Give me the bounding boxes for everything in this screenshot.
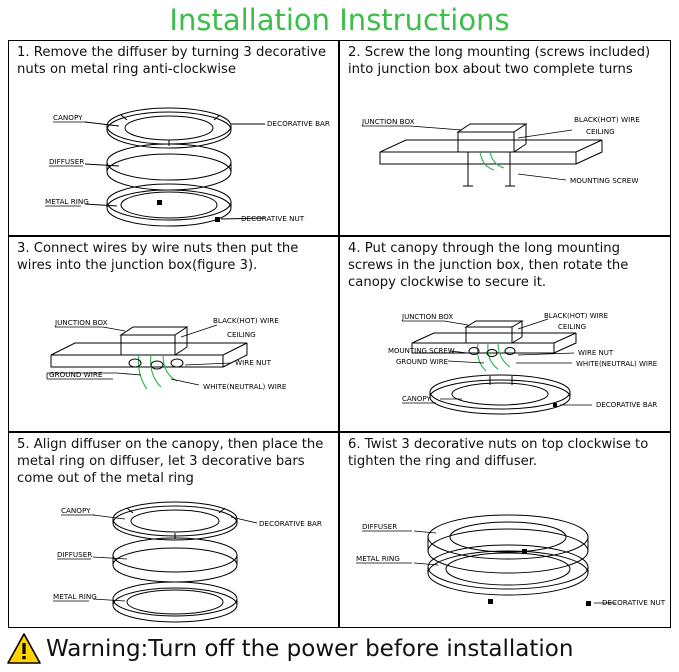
step-5-diagram <box>9 499 338 627</box>
label-black-hot-wire: BLACK(HOT) WIRE <box>544 313 609 320</box>
label-decorative-bar: DECORATIVE BAR <box>596 401 658 409</box>
label-ceiling: CEILING <box>558 323 586 331</box>
label-ceiling: CEILING <box>227 330 256 339</box>
step-2-cell <box>339 40 671 236</box>
label-junction-box: JUNCTION BOX <box>55 318 108 327</box>
step-2-text: 2. Screw the long mounting (screws included) into junction box about two complete turns <box>348 45 651 77</box>
label-mounting-screw: MOUNTING SCREW <box>388 347 455 355</box>
page-title: Installation Instructions <box>169 3 510 37</box>
step-3-diagram <box>9 297 338 431</box>
label-mounting-screw: MOUNTING SCREW <box>570 176 639 185</box>
steps-grid <box>8 40 671 628</box>
step-3-text: 3. Connect wires by wire nuts then put the wires into the junction box(figure 3). <box>17 241 299 273</box>
label-metal-ring: METAL RING <box>45 197 89 206</box>
step-1-diagram <box>9 90 338 235</box>
step-4-diagram <box>340 313 670 431</box>
label-metal-ring: METAL RING <box>356 554 400 563</box>
label-decorative-nut: DECORATIVE NUT <box>602 598 666 607</box>
label-wire-nut: WIRE NUT <box>235 358 272 367</box>
label-black-hot-wire: BLACK(HOT) WIRE <box>213 316 279 325</box>
step-3-cell <box>8 236 339 432</box>
warning-banner <box>0 630 679 672</box>
label-ground-wire: GROUND WIRE <box>396 358 449 366</box>
label-white-neutral-wire: WHITE(NEUTRAL) WIRE <box>576 360 658 368</box>
step-4-text: 4. Put canopy through the long mounting screws in the junction box, then rotate the canopy clockwise to secure it. <box>348 241 629 290</box>
label-canopy: CANOPY <box>402 395 431 403</box>
step-2-diagram <box>340 90 670 235</box>
warning-text: Warning:Turn off the power before installation <box>46 636 574 662</box>
label-decorative-bar: DECORATIVE BAR <box>259 519 322 528</box>
label-white-neutral-wire: WHITE(NEUTRAL) WIRE <box>203 382 287 391</box>
label-decorative-bar: DECORATIVE BAR <box>267 119 330 128</box>
label-junction-box: JUNCTION BOX <box>402 313 454 321</box>
label-ground-wire: GROUND WIRE <box>49 370 103 379</box>
step-1-text: 1. Remove the diffuser by turning 3 decorative nuts on metal ring anti-clockwise <box>17 45 327 77</box>
label-ceiling: CEILING <box>586 127 615 136</box>
label-wire-nut: WIRE NUT <box>578 349 614 357</box>
label-decorative-nut: DECORATIVE NUT <box>241 214 305 223</box>
step-6-text: 6. Twist 3 decorative nuts on top clockwise to tighten the ring and diffuser. <box>348 437 649 469</box>
step-1-cell <box>8 40 339 236</box>
step-6-diagram <box>340 499 670 627</box>
warning-icon <box>6 632 42 666</box>
step-5-cell <box>8 432 339 628</box>
label-canopy: CANOPY <box>61 506 91 515</box>
label-diffuser: DIFFUSER <box>49 157 85 166</box>
label-metal-ring: METAL RING <box>53 592 97 601</box>
label-junction-box: JUNCTION BOX <box>362 117 415 126</box>
step-5-text: 5. Align diffuser on the canopy, then place the metal ring on diffuser, let 3 decorative bars come out of the metal ring <box>17 437 324 486</box>
label-canopy: CANOPY <box>53 113 83 122</box>
label-black-hot-wire: BLACK(HOT) WIRE <box>574 115 640 124</box>
step-6-cell <box>339 432 671 628</box>
step-4-cell <box>339 236 671 432</box>
label-diffuser: DIFFUSER <box>57 550 93 559</box>
label-diffuser: DIFFUSER <box>362 522 398 531</box>
